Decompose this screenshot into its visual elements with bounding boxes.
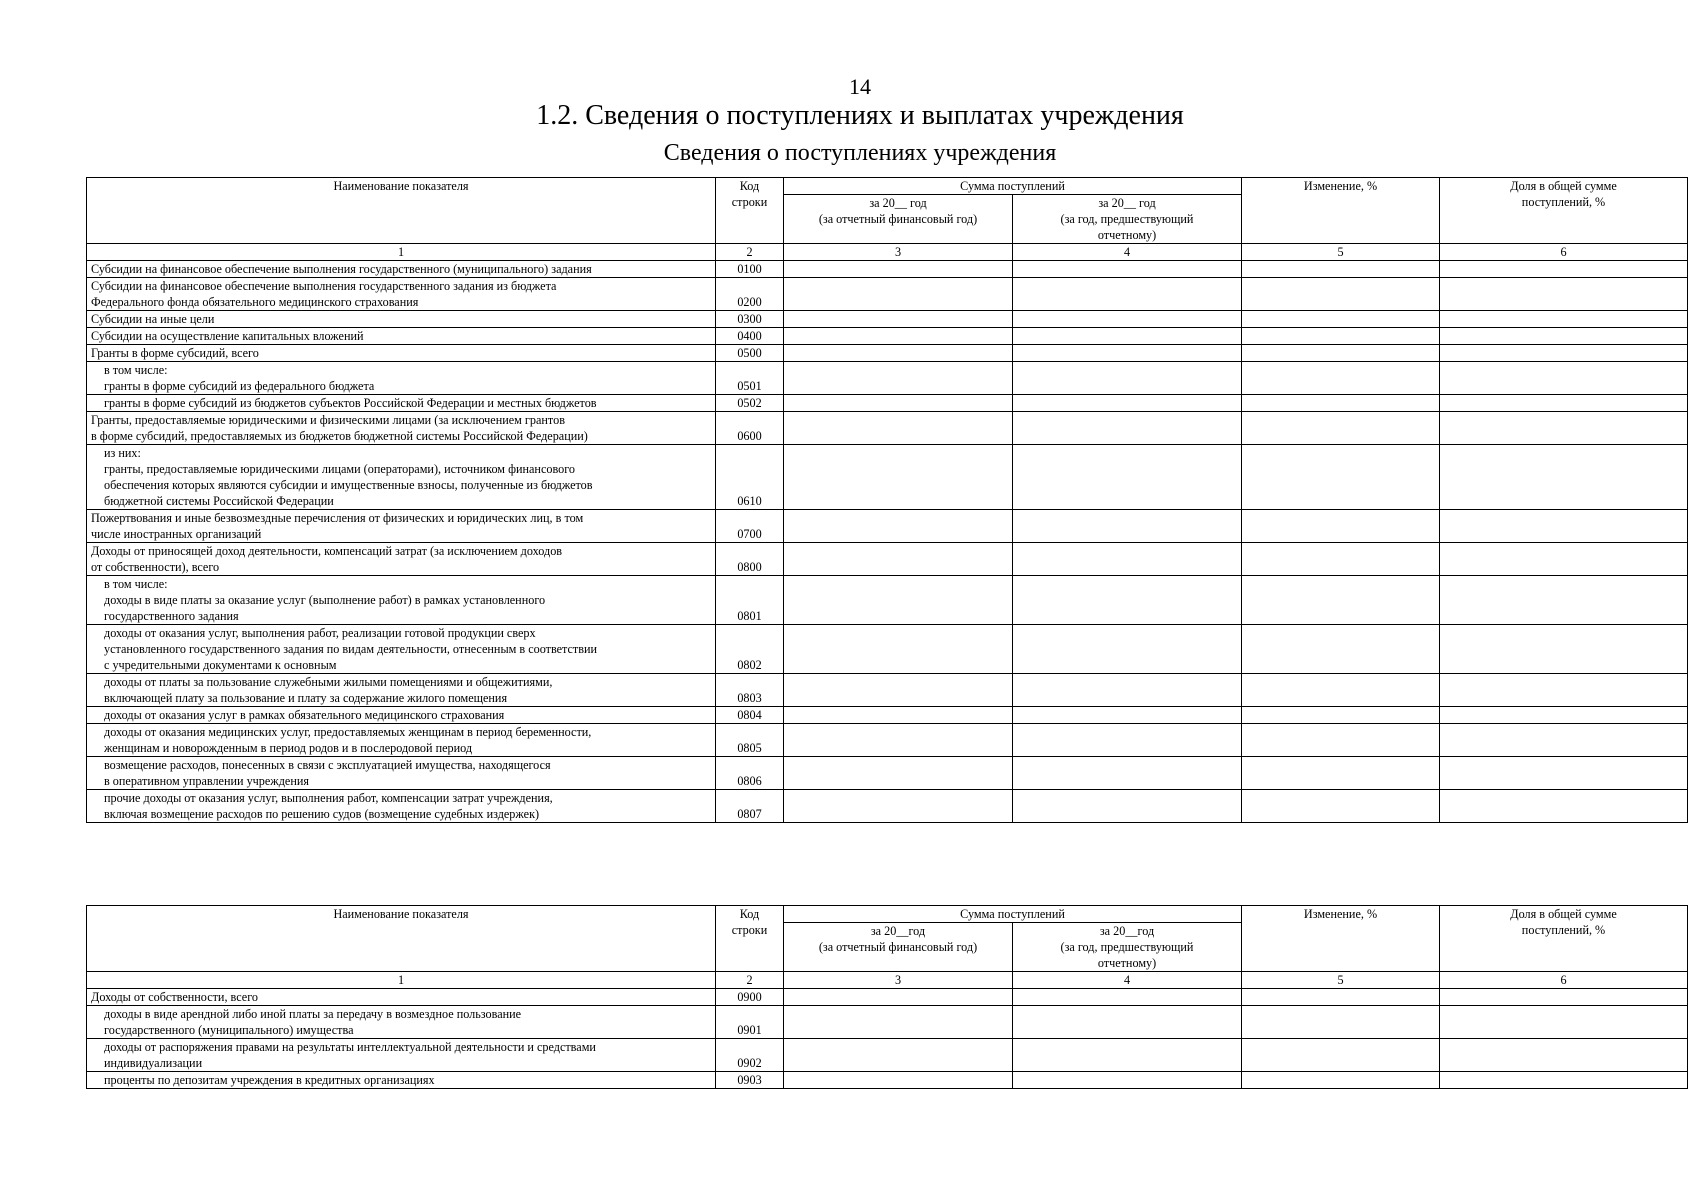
value-cell[interactable] [1440, 345, 1688, 362]
value-cell[interactable] [1013, 328, 1242, 345]
value-cell[interactable] [1440, 328, 1688, 345]
header-sum: Сумма поступлений [784, 178, 1242, 195]
table-row [87, 345, 1688, 362]
header-name: Наименование показателя [87, 178, 716, 244]
table-row [87, 395, 1688, 412]
row-code: 0806 [716, 757, 784, 790]
value-cell[interactable] [1013, 278, 1242, 311]
value-cell[interactable] [1440, 543, 1688, 576]
indicator-name-line: доходы от распоряжения правами на результаты интеллектуальной деятельности и средствами [104, 1040, 596, 1054]
indicator-name-line: гранты в форме субсидий из бюджетов субъектов Российской Федерации и местных бюджетов [104, 396, 597, 410]
indicator-name-line: бюджетной системы Российской Федерации [104, 494, 334, 508]
indicator-name [87, 707, 716, 724]
value-cell[interactable] [784, 1006, 1013, 1039]
value-cell[interactable] [1440, 625, 1688, 674]
value-cell[interactable] [1440, 790, 1688, 823]
indicator-name [87, 311, 716, 328]
indicator-name-line: доходы от оказания услуг в рамках обязательного медицинского страхования [104, 708, 505, 722]
value-cell[interactable] [784, 674, 1013, 707]
table-title: Сведения о поступлениях учреждения [663, 140, 1057, 166]
indicator-name [87, 757, 716, 790]
indicator-name-line: государственного (муниципального) имущества [104, 1023, 354, 1037]
value-cell[interactable] [784, 1039, 1013, 1072]
value-cell[interactable] [1440, 412, 1688, 445]
value-cell[interactable] [784, 757, 1013, 790]
value-cell[interactable] [1242, 543, 1440, 576]
value-cell[interactable] [1242, 362, 1440, 395]
value-cell[interactable] [784, 261, 1013, 278]
col-number: 3 [784, 972, 1013, 989]
value-cell[interactable] [784, 543, 1013, 576]
indicator-name-line: Субсидии на иные цели [91, 312, 215, 326]
table-row [87, 362, 1688, 395]
indicator-name-line: числе иностранных организаций [91, 527, 262, 541]
header-previous-year: за 20__ год (за год, предшествующий отчетному) [1013, 195, 1242, 244]
indicator-name-line: установленного государственного задания по видам деятельности, отнесенным в соответствии [104, 642, 598, 656]
indicator-name-line: с учредительными документами к основным [104, 658, 337, 672]
value-cell[interactable] [1013, 395, 1242, 412]
value-cell[interactable] [1013, 707, 1242, 724]
table-row [87, 278, 1688, 311]
indicator-name-line: в форме субсидий, предоставляемых из бюджетов бюджетной системы Российской Федерации) [91, 429, 588, 443]
indicator-name-line: прочие доходы от оказания услуг, выполнения работ, компенсации затрат учреждения, [104, 791, 553, 805]
value-cell[interactable] [784, 625, 1013, 674]
indicator-name [87, 674, 716, 707]
value-cell[interactable] [784, 510, 1013, 543]
indicator-name [87, 445, 716, 510]
value-cell[interactable] [784, 311, 1013, 328]
table-row [87, 1072, 1688, 1089]
row-code: 0500 [716, 345, 784, 362]
header-share: Доля в общей сумме поступлений, % [1440, 906, 1688, 972]
indicator-name [87, 1072, 716, 1089]
table-row [87, 445, 1688, 510]
header-change: Изменение, % [1242, 178, 1440, 244]
table-row [87, 724, 1688, 757]
value-cell[interactable] [784, 445, 1013, 510]
indicator-name-line: индивидуализации [104, 1056, 203, 1070]
value-cell[interactable] [1440, 278, 1688, 311]
indicator-name-line: гранты, предоставляемые юридическими лицами (операторами), источником финансового [104, 462, 575, 476]
value-cell[interactable] [1013, 625, 1242, 674]
indicator-name-line: в том числе: [104, 363, 168, 377]
col-number: 6 [1440, 972, 1688, 989]
indicator-name [87, 278, 716, 311]
value-cell[interactable] [784, 576, 1013, 625]
col-number: 4 [1013, 972, 1242, 989]
row-code: 0807 [716, 790, 784, 823]
header-reporting-year: за 20__год (за отчетный финансовый год) [784, 923, 1013, 972]
row-code: 0802 [716, 625, 784, 674]
indicator-name [87, 790, 716, 823]
table-row [87, 543, 1688, 576]
table-row [87, 790, 1688, 823]
property-income-table [86, 905, 1688, 1089]
indicator-name-line: обеспечения которых являются субсидии и имущественные взносы, полученные из бюджетов [104, 478, 593, 492]
indicator-name-line: доходы в виде платы за оказание услуг (выполнение работ) в рамках установленного [104, 593, 546, 607]
page-number: 14 [849, 74, 871, 99]
value-cell[interactable] [784, 724, 1013, 757]
value-cell[interactable] [1440, 724, 1688, 757]
value-cell[interactable] [1242, 1072, 1440, 1089]
value-cell[interactable] [1242, 1039, 1440, 1072]
value-cell[interactable] [1013, 345, 1242, 362]
table-row [87, 1039, 1688, 1072]
indicator-name-line: Доходы от собственности, всего [91, 990, 258, 1004]
header-name: Наименование показателя [87, 906, 716, 972]
value-cell[interactable] [1242, 311, 1440, 328]
col-number: 5 [1242, 244, 1440, 261]
col-number: 5 [1242, 972, 1440, 989]
table-row [87, 510, 1688, 543]
row-code: 0400 [716, 328, 784, 345]
value-cell[interactable] [1440, 674, 1688, 707]
table-row [87, 757, 1688, 790]
table-row [87, 261, 1688, 278]
indicator-name-line: от собственности), всего [91, 560, 220, 574]
header-reporting-year: за 20__ год (за отчетный финансовый год) [784, 195, 1013, 244]
value-cell[interactable] [1242, 790, 1440, 823]
value-cell[interactable] [1242, 261, 1440, 278]
value-cell[interactable] [784, 395, 1013, 412]
value-cell[interactable] [1440, 1006, 1688, 1039]
indicator-name-line: Федерального фонда обязательного медицинского страхования [91, 295, 419, 309]
value-cell[interactable] [1440, 395, 1688, 412]
value-cell[interactable] [1242, 412, 1440, 445]
col-number: 2 [716, 244, 784, 261]
header-change: Изменение, % [1242, 906, 1440, 972]
header-code: Код строки [716, 178, 784, 244]
row-code: 0900 [716, 989, 784, 1006]
col-number: 3 [784, 244, 1013, 261]
indicator-name [87, 576, 716, 625]
row-code: 0502 [716, 395, 784, 412]
indicator-name [87, 543, 716, 576]
value-cell[interactable] [1013, 445, 1242, 510]
value-cell[interactable] [1242, 345, 1440, 362]
value-cell[interactable] [1013, 674, 1242, 707]
value-cell[interactable] [1013, 1039, 1242, 1072]
indicator-name-line: включая возмещение расходов по решению судов (возмещение судебных издержек) [104, 807, 540, 821]
table-row [87, 311, 1688, 328]
table-row [87, 674, 1688, 707]
indicator-name-line: проценты по депозитам учреждения в кредитных организациях [104, 1073, 435, 1087]
value-cell[interactable] [1013, 1006, 1242, 1039]
value-cell[interactable] [1242, 757, 1440, 790]
indicator-name-line: в оперативном управлении учреждения [104, 774, 309, 788]
table-row [87, 625, 1688, 674]
indicator-name-line: включающей плату за пользование и плату за содержание жилого помещения [104, 691, 508, 705]
value-cell[interactable] [1013, 790, 1242, 823]
row-code: 0100 [716, 261, 784, 278]
indicator-name-line: доходы от оказания услуг, выполнения работ, реализации готовой продукции сверх [104, 626, 536, 640]
col-number: 2 [716, 972, 784, 989]
value-cell[interactable] [1013, 543, 1242, 576]
indicator-name [87, 625, 716, 674]
indicator-name-line: доходы от платы за пользование служебными жилыми помещениями и общежитиями, [104, 675, 553, 689]
row-code: 0805 [716, 724, 784, 757]
value-cell[interactable] [1013, 362, 1242, 395]
value-cell[interactable] [784, 707, 1013, 724]
value-cell[interactable] [1013, 510, 1242, 543]
row-code: 0600 [716, 412, 784, 445]
indicator-name [87, 345, 716, 362]
row-code: 0800 [716, 543, 784, 576]
value-cell[interactable] [784, 345, 1013, 362]
section-title: 1.2. Сведения о поступлениях и выплатах учреждения [536, 100, 1184, 131]
value-cell[interactable] [1013, 576, 1242, 625]
indicator-name [87, 724, 716, 757]
row-code: 0804 [716, 707, 784, 724]
row-code: 0803 [716, 674, 784, 707]
value-cell[interactable] [1013, 412, 1242, 445]
value-cell[interactable] [1440, 445, 1688, 510]
col-number: 1 [87, 244, 716, 261]
row-code: 0300 [716, 311, 784, 328]
value-cell[interactable] [784, 412, 1013, 445]
value-cell[interactable] [1013, 311, 1242, 328]
row-code: 0903 [716, 1072, 784, 1089]
value-cell[interactable] [784, 328, 1013, 345]
row-code: 0902 [716, 1039, 784, 1072]
value-cell[interactable] [1440, 1039, 1688, 1072]
value-cell[interactable] [1242, 989, 1440, 1006]
value-cell[interactable] [1440, 707, 1688, 724]
indicator-name-line: доходы в виде арендной либо иной платы за передачу в возмездное пользование [104, 1007, 522, 1021]
value-cell[interactable] [1440, 757, 1688, 790]
indicator-name [87, 395, 716, 412]
value-cell[interactable] [1013, 1072, 1242, 1089]
value-cell[interactable] [1242, 328, 1440, 345]
col-number: 1 [87, 972, 716, 989]
value-cell[interactable] [784, 790, 1013, 823]
value-cell[interactable] [1242, 1006, 1440, 1039]
table-row [87, 328, 1688, 345]
table-row [87, 707, 1688, 724]
row-code: 0200 [716, 278, 784, 311]
value-cell[interactable] [784, 278, 1013, 311]
indicator-name [87, 362, 716, 395]
value-cell[interactable] [1242, 625, 1440, 674]
indicator-name-line: в том числе: [104, 577, 168, 591]
value-cell[interactable] [1242, 707, 1440, 724]
indicator-name-line: возмещение расходов, понесенных в связи с эксплуатацией имущества, находящегося [104, 758, 551, 772]
value-cell[interactable] [1242, 576, 1440, 625]
indicator-name-line: Субсидии на финансовое обеспечение выполнения государственного задания из бюджета [91, 279, 557, 293]
value-cell[interactable] [784, 362, 1013, 395]
row-code: 0901 [716, 1006, 784, 1039]
row-code: 0610 [716, 445, 784, 510]
indicator-name [87, 1039, 716, 1072]
header-share: Доля в общей сумме поступлений, % [1440, 178, 1688, 244]
indicator-name [87, 328, 716, 345]
indicator-name [87, 1006, 716, 1039]
col-number: 6 [1440, 244, 1688, 261]
value-cell[interactable] [1013, 989, 1242, 1006]
value-cell[interactable] [1013, 261, 1242, 278]
indicator-name-line: Доходы от приносящей доход деятельности, компенсаций затрат (за исключением доходов [91, 544, 563, 558]
indicator-name [87, 989, 716, 1006]
table-row [87, 576, 1688, 625]
row-code: 0700 [716, 510, 784, 543]
value-cell[interactable] [1013, 757, 1242, 790]
value-cell[interactable] [1440, 576, 1688, 625]
indicator-name-line: из них: [104, 446, 141, 460]
value-cell[interactable] [1440, 261, 1688, 278]
indicator-name-line: Гранты, предоставляемые юридическими и физическими лицами (за исключением грантов [91, 413, 565, 427]
value-cell[interactable] [1242, 278, 1440, 311]
row-code: 0801 [716, 576, 784, 625]
indicator-name-line: женщинам и новорожденным в период родов и в послеродовой период [104, 741, 473, 755]
indicator-name-line: Субсидии на финансовое обеспечение выполнения государственного (муниципального) задания [91, 262, 592, 276]
table-row [87, 412, 1688, 445]
header-sum: Сумма поступлений [784, 906, 1242, 923]
indicator-name-line: Пожертвования и иные безвозмездные перечисления от физических и юридических лиц, в том [91, 511, 584, 525]
header-code: Код строки [716, 906, 784, 972]
row-code: 0501 [716, 362, 784, 395]
value-cell[interactable] [1440, 510, 1688, 543]
value-cell[interactable] [1013, 724, 1242, 757]
value-cell[interactable] [1440, 362, 1688, 395]
indicator-name-line: Субсидии на осуществление капитальных вложений [91, 329, 364, 343]
indicator-name-line: гранты в форме субсидий из федерального бюджета [104, 379, 375, 393]
indicator-name [87, 261, 716, 278]
indicator-name-line: государственного задания [104, 609, 239, 623]
receipts-table [86, 177, 1688, 823]
value-cell[interactable] [1440, 989, 1688, 1006]
table-row [87, 1006, 1688, 1039]
col-number: 4 [1013, 244, 1242, 261]
value-cell[interactable] [784, 989, 1013, 1006]
value-cell[interactable] [1242, 510, 1440, 543]
table-row [87, 989, 1688, 1006]
value-cell[interactable] [1242, 395, 1440, 412]
indicator-name-line: доходы от оказания медицинских услуг, предоставляемых женщинам в период беременности, [104, 725, 592, 739]
indicator-name-line: Гранты в форме субсидий, всего [91, 346, 259, 360]
value-cell[interactable] [1242, 445, 1440, 510]
value-cell[interactable] [1440, 1072, 1688, 1089]
value-cell[interactable] [1242, 724, 1440, 757]
value-cell[interactable] [1440, 311, 1688, 328]
value-cell[interactable] [784, 1072, 1013, 1089]
header-previous-year: за 20__год (за год, предшествующий отчетному) [1013, 923, 1242, 972]
indicator-name [87, 412, 716, 445]
indicator-name [87, 510, 716, 543]
value-cell[interactable] [1242, 674, 1440, 707]
